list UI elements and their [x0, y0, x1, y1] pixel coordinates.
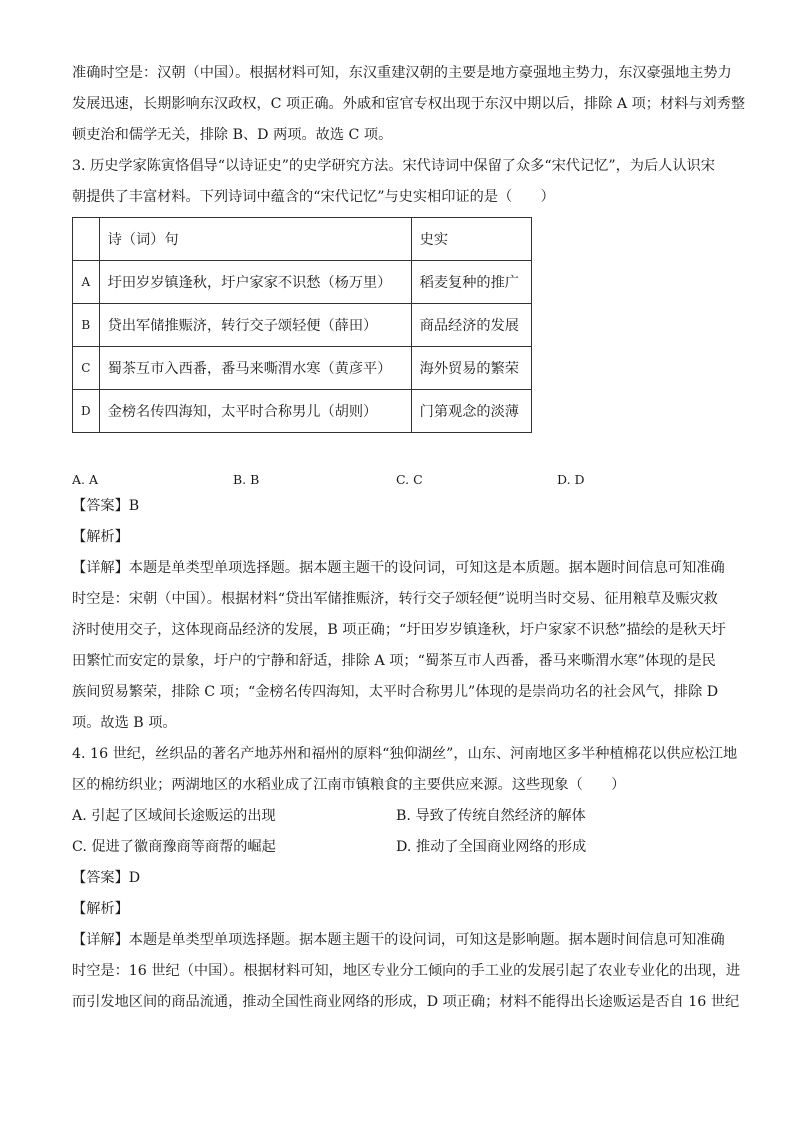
option-b: B. B [233, 471, 260, 487]
option-c: C. C [396, 471, 423, 487]
table-header-cell: 诗（词）句 [99, 218, 411, 261]
table-cell: 蜀茶互市入西番，番马来嘶渭水寒（黄彦平） [99, 347, 411, 390]
text-line: 顿吏治和儒学无关，排除 B、D 两项。故选 C 项。 [72, 127, 393, 143]
table-cell: 商品经济的发展 [411, 304, 531, 347]
q3-options [72, 467, 724, 491]
table-row [73, 390, 532, 433]
q4-options-row-1 [72, 801, 724, 832]
table-cell: 海外贸易的繁荣 [411, 347, 531, 390]
option-a: A. A [72, 471, 99, 487]
text-line: 济时使用交子，这体现商品经济的发展，B 项正确；“圩田岁岁镇逢秋，圩户家家不识愁”描绘的是秋天圩 [72, 622, 726, 638]
text-line: 【详解】本题是单类型单项选择题。据本题主题干的设问词，可知这是本质题。据本题时间信息可知准确 [72, 560, 725, 576]
table-header-row [73, 218, 532, 261]
text-line: 4. 16 世纪，丝织品的著名产地苏州和福州的原料“独仰湖丝”，山东、河南地区多半种植棉花以供应松江地 [72, 746, 738, 762]
q4-analysis-label: 【解析】 [72, 901, 129, 917]
q4-stem [72, 739, 738, 801]
option-d: D. 推动了全国商业网络的形成 [396, 839, 587, 855]
q3-table [72, 217, 532, 433]
option-d: D. D [557, 471, 585, 487]
q3-answer: 【答案】B [72, 498, 140, 514]
q4-options-row-2 [72, 832, 724, 863]
text-line: 时空是：宋朝（中国）。根据材料“贷出军储推赈济，转行交子颂轻便”说明当时交易、征用粮草及赈灾救 [72, 591, 718, 607]
option-b: B. 导致了传统自然经济的解体 [396, 808, 586, 824]
table-header-cell: 史实 [411, 218, 531, 261]
table-cell: 门第观念的淡薄 [411, 390, 531, 433]
table-cell: 稻麦复种的推广 [411, 261, 531, 304]
q3-analysis [72, 553, 724, 739]
table-row [73, 304, 532, 347]
text-line: 发展迅速，长期影响东汉政权，C 项正确。外戚和宦官专权出现于东汉中期以后，排除 A 项；材料与刘秀整 [72, 96, 746, 112]
q2-explanation-tail [72, 58, 746, 151]
table-cell: C [73, 347, 100, 390]
table-cell: A [73, 261, 100, 304]
table-cell [73, 218, 100, 261]
text-line: 准确时空是：汉朝（中国）。根据材料可知，东汉重建汉朝的主要是地方豪强地主势力，东汉豪强地主势力 [72, 65, 732, 81]
table-cell: 圩田岁岁镇逢秋，圩户家家不识愁（杨万里） [99, 261, 411, 304]
text-line: 项。故选 B 项。 [72, 715, 177, 731]
q3-analysis-label: 【解析】 [72, 529, 129, 545]
text-line: 田繁忙而安定的景象，圩户的宁静和舒适，排除 A 项；“蜀茶互市人西番，番马来嘶渭水寒”体现的是民 [72, 653, 716, 669]
table-cell: B [73, 304, 100, 347]
text-line: 族间贸易繁荣，排除 C 项；“金榜名传四海知，太平时合称男儿”体现的是崇尚功名的社会风气，排除 D [72, 684, 719, 700]
table-cell: D [73, 390, 100, 433]
q4-answer: 【答案】D [72, 870, 141, 886]
table-row [73, 261, 532, 304]
q4-analysis [72, 925, 741, 1018]
text-line: 3. 历史学家陈寅恪倡导“以诗证史”的史学研究方法。宋代诗词中保留了众多“宋代记忆”，为后人认识宋 [72, 158, 715, 174]
text-line: 而引发地区间的商品流通，推动全国性商业网络的形成，D 项正确；材料不能得出长途贩运是否自 16 世纪 [72, 994, 740, 1010]
table-cell: 金榜名传四海知，太平时合称男儿（胡则） [99, 390, 411, 433]
text-line: 时空是：16 世纪（中国）。根据材料可知，地区专业分工倾向的手工业的发展引起了农业专业化的出现，进 [72, 963, 741, 979]
option-a: A. 引起了区域间长途贩运的出现 [72, 808, 276, 824]
document-page [72, 58, 746, 1018]
q3-stem [72, 151, 724, 213]
table-row [73, 347, 532, 390]
text-line: 朝提供了丰富材料。下列诗词中蕴含的“宋代记忆”与史实相印证的是（ ） [72, 189, 555, 205]
table-cell: 贷出军储推赈济，转行交子颂轻便（薛田） [99, 304, 411, 347]
text-line: 区的棉纺织业；两湖地区的水稻业成了江南市镇粮食的主要供应来源。这些现象（ ） [72, 777, 626, 793]
option-c: C. 促进了徽商豫商等商帮的崛起 [72, 839, 276, 855]
text-line: 【详解】本题是单类型单项选择题。据本题主题干的设问词，可知这是影响题。据本题时间信息可知准确 [72, 932, 725, 948]
